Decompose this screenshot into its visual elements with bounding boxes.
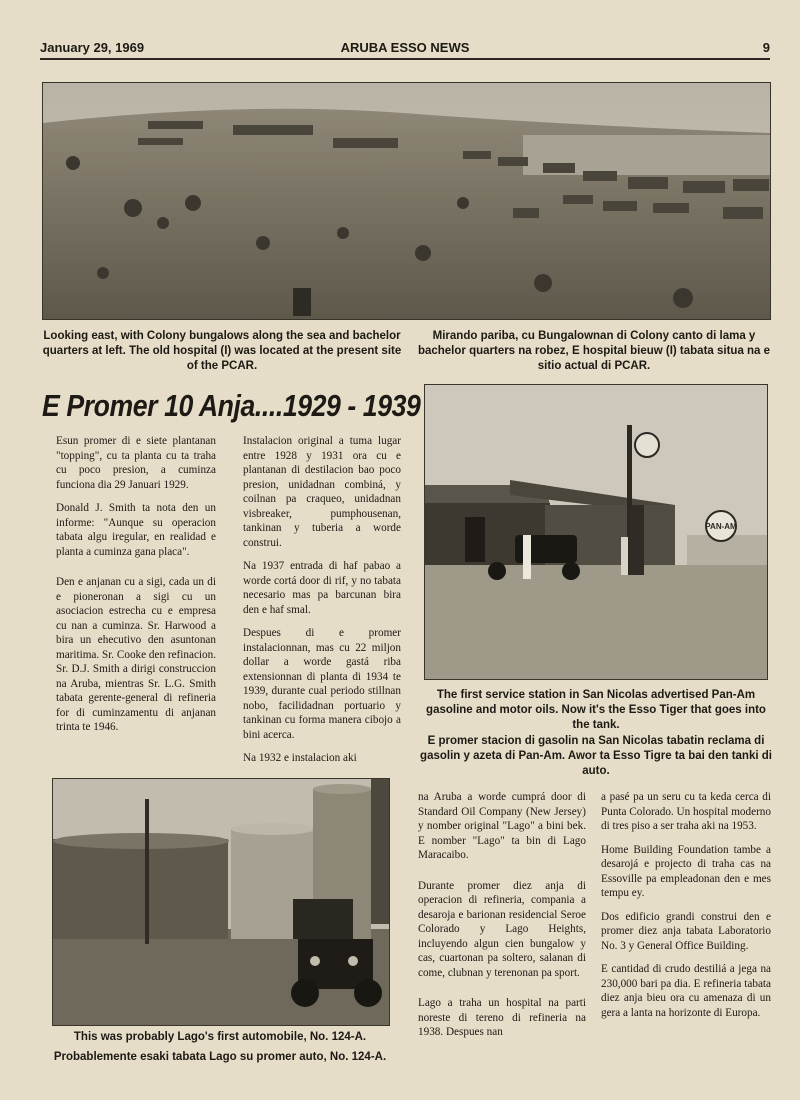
- paragraph: a pasé pa un seru cu ta keda cerca di Punta Colorado. Un hospital moderno di tres piso a ser traha aki na 1953.: [601, 791, 771, 832]
- service-station-illustration: [425, 385, 767, 679]
- article-column-2: [243, 434, 401, 775]
- article-column-4: [601, 790, 771, 1029]
- first-automobile-illustration: [53, 779, 389, 1025]
- automobile-caption-papiamento: Probablemente esaki tabata Lago su promer auto, No. 124-A.: [53, 1051, 387, 1063]
- station-caption-english: The first service station in San Nicolas advertised Pan-Am gasoline and motor oils. Now it's the Esso Tiger that goes into the tank.: [426, 689, 766, 731]
- newspaper-title: ARUBA ESSO NEWS: [340, 40, 470, 55]
- first-automobile-photo: [52, 778, 390, 1026]
- masthead-rule: [40, 58, 770, 60]
- colony-caption-english: Looking east, with Colony bungalows along the sea and bachelor quarters at left. The old hospital (I) was located at the present site of the PCAR.: [42, 330, 402, 372]
- service-station-photo: [424, 384, 768, 680]
- paragraph: Instalacion original a tuma lugar entre 1928 y 1931 ora cu e plantanan di destilacion bao poco presion, unidadnan combiná, y coilnan pa craqueo, unidadnan visbreaker, pumphousenan, tankinan y tuberia a worde construi.: [243, 435, 401, 549]
- paragraph: Lago a traha un hospital na parti noreste di tereno di refineria na 1938. Despues nan: [418, 997, 586, 1038]
- paragraph: Despues di e promer instalacionnan, mas cu 22 miljon dollar a worde gastá riba extensionnan di planta di 1934 te 1939, durante cual periodo stillnan nobo, facilidadnan portuario y tankinan cu forma manera cibojo a bini acerca.: [243, 627, 401, 741]
- article-column-3: [418, 790, 586, 1049]
- paragraph: Dos edificio grandi construi den e promer diez anja tabata Laboratorio No. 3 y General Office Building.: [601, 910, 771, 952]
- automobile-caption-english: This was probably Lago's first automobile, No. 124-A.: [73, 1031, 367, 1043]
- article-headline: E Promer 10 Anja....1929 - 1939: [42, 388, 421, 423]
- paragraph: Donald J. Smith ta nota den un informe: "Aunque su operacion tabata algu iregular, en realidad e planta a cuminza gana placa".: [56, 502, 216, 558]
- paragraph: Na 1937 entrada di haf pabao a worde cortá door di rif, y no tabata necesario mas pa barcunan bira den e haf smal.: [243, 560, 401, 616]
- paragraph: na Aruba a worde cumprá door di Standard Oil Company (New Jersey) y nomber original "Lago" a bini bek. E nomber "Lago" ta bin di Lago Maracaibo.: [418, 791, 586, 861]
- paragraph: Na 1932 e instalacion aki: [243, 752, 357, 764]
- colony-panorama-photo: [42, 82, 771, 320]
- colony-caption-papiamento: Mirando pariba, cu Bungalownan di Colony canto di lama y bachelor quarters na robez, E hospital bieuw (I) tabata situa na e sitio actual di PCAR.: [417, 330, 771, 372]
- colony-panorama-illustration: [43, 83, 770, 319]
- issue-date: January 29, 1969: [40, 40, 145, 55]
- page-number: 9: [762, 40, 770, 55]
- paragraph: Esun promer di e siete plantanan "topping", cu ta planta cu ta traha cu poco presion, a cuminza funciona dia 29 Januari 1929.: [56, 435, 216, 491]
- paragraph: Durante promer diez anja di operacion di refineria, compania a desaroja e barionan residencial Seroe Colorado y Lago Heights, incluyendo algun cien bungalow y cas, cuartonan pa soltero, salanan di come, clubnan y terenonan pa sport.: [418, 879, 586, 979]
- pan-am-sign-text: PAN-AM: [705, 522, 737, 531]
- paragraph: E cantidad di crudo destiliá a jega na 230,000 bari pa dia. E refineria tabata diez anja bieu ora cu amenaza di un gera a lanta na horizonte di Europa.: [601, 963, 771, 1019]
- paragraph: Den e anjanan cu a sigi, cada un di e pioneronan a sigi cu un asociacion estrecha cu e empresa cu nan a cuminza. Sr. Harwood a bira un ehecutivo den asuntonan maritima. Sr. Cooke den refinacion. Sr. D.J. Smith a dirigi construccion na Aruba, mientras Sr. L.G. Smith tabata gerente-general di refineria for di cuminzamentu di anjanan trinta te 1946.: [56, 576, 217, 733]
- paragraph: Home Building Foundation tambe a desarojá e projecto di traha cas na Essoville pa empleadonan den e mes tempu ey.: [601, 843, 771, 899]
- station-caption-papiamento: E promer stacion di gasolin na San Nicolas tabatin reclama di gasolin y azeta di Pan-Am. Awor ta Esso Tigre ta bai den tanki di auto.: [420, 735, 772, 777]
- article-column-1: [56, 434, 216, 744]
